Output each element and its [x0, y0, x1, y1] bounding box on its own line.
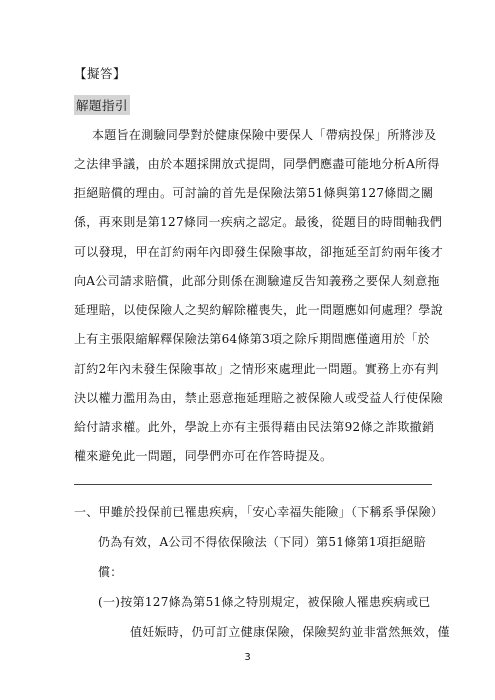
answer-line: (一)按第127條為第51條之特別規定，被保險人罹患疾病或已: [98, 595, 431, 609]
guide-line: 決以權力濫用為由，禁止惡意拖延理賠之被保險人或受益人行使保險: [74, 391, 444, 405]
guide-line: 延理賠，以使保險人之契約解除權喪失，此一問題應如何處理？學說: [74, 303, 444, 317]
guide-line: 上有主張限縮解釋保險法第64條第3項之除斥期間應僅適用於「於: [74, 332, 430, 346]
guide-line: 係，再來則是第127條同一疾病之認定。最後，從題目的時間軸我們: [74, 215, 443, 229]
answer-line: 償：: [98, 565, 123, 579]
guide-line: 權來避免此一問題，同學們亦可在作答時提及。: [74, 449, 333, 463]
guide-line: 給付請求權。此外，學說上亦有主張得藉由民法第92條之詐欺撤銷: [74, 420, 435, 434]
guide-line: 可以發現，甲在訂約兩年內即發生保險事故，卻拖延至訂約兩年後才: [74, 245, 444, 259]
guide-line: 之法律爭議，由於本題採開放式提問，同學們應盡可能地分析A所得: [74, 157, 440, 171]
answer-line: 仍為有效，A公司不得依保險法（下同）第51條第1項拒絕賠: [98, 535, 426, 549]
page-number: 3: [244, 652, 251, 663]
guide-line: 訂約2年內未發生保險事故」之情形來處理此一問題。實務上亦有判: [74, 362, 439, 376]
answer-heading: 【擬答】: [74, 66, 127, 81]
answer-line: 值妊娠時，仍可訂立健康保險，保險契約並非當然無效，僅: [130, 625, 450, 639]
guide-line: 本題旨在測驗同學對於健康保險中要保人「帶病投保」所將涉及: [92, 128, 437, 142]
section-divider: [74, 484, 432, 485]
guide-line: 拒絕賠償的理由。可討論的首先是保險法第51條與第127條間之關: [74, 186, 434, 200]
answer-line: 一、甲雖於投保前已罹患疾病，「安心幸福失能險」（下稱系爭保險）: [74, 505, 444, 519]
guide-line: 向A公司請求賠償，此部分則係在測驗違反告知義務之要保人刻意拖: [74, 274, 440, 288]
guide-label: 解題指引: [74, 95, 130, 115]
